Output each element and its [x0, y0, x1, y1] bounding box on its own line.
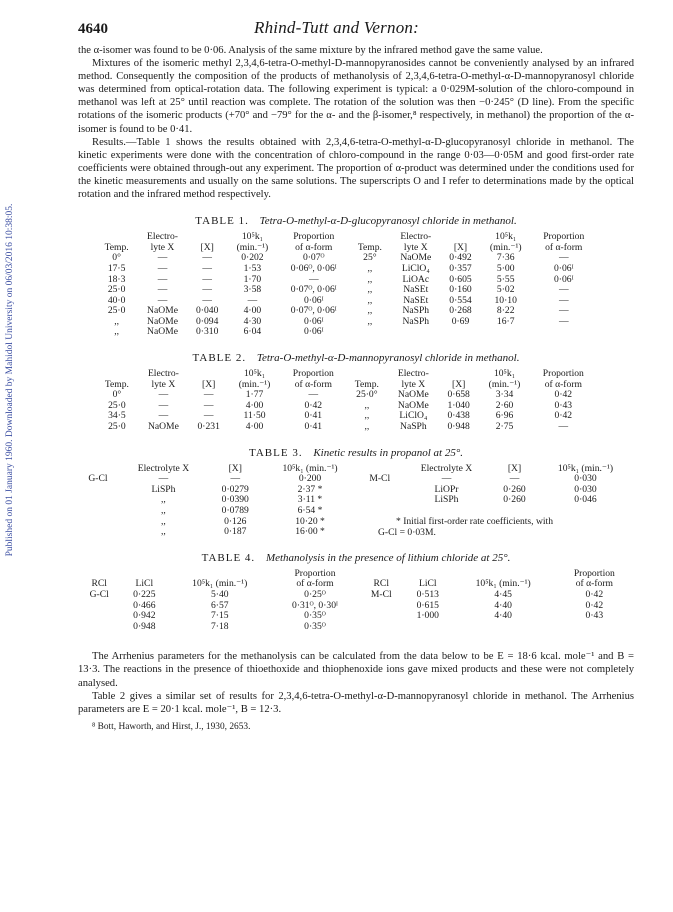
table-cell: 0·35ᴼ	[304, 610, 326, 622]
table-cell: ,,	[364, 421, 370, 433]
spacer	[78, 632, 634, 650]
table-2-head-cell: Temp.	[354, 378, 379, 390]
table-cell: 0·0279	[221, 483, 249, 495]
table-cell: 5·02	[496, 284, 515, 296]
table-4-head-cell: 10⁵k₁ (min.⁻¹)	[475, 578, 531, 590]
table-1-head-cell: 10⁵k₁	[495, 231, 517, 243]
running-title: Rhind-Tutt and Vernon:	[254, 18, 419, 37]
table-cell	[555, 622, 634, 633]
table-cell: 16·00 *	[295, 526, 325, 538]
table-cell: 17·5	[107, 262, 126, 274]
table-row	[78, 601, 634, 612]
table-cell: 0°	[112, 389, 122, 401]
table-3-head-cell: Electrolyte X	[420, 462, 473, 474]
table-cell: 0·0390	[221, 494, 249, 506]
table-1-head-cell: lyte X	[403, 241, 428, 253]
table-cell: 4·40	[494, 610, 512, 622]
table-1-head-cell: of α-form	[295, 241, 333, 253]
table-cell: ,,	[161, 494, 166, 506]
table-1-title: Tetra-O-methyl-α-D-glucopyranosyl chloride in methanol.	[259, 215, 517, 228]
table-cell: LiSPh	[434, 494, 459, 506]
table-cell: G-Cl	[89, 588, 109, 600]
table-cell	[78, 506, 118, 517]
table-cell: 0·06ᴵ	[553, 262, 574, 274]
table-cell: 0·466	[133, 599, 156, 611]
table-cell: 25·0	[107, 305, 126, 317]
table-cell: ,,	[367, 273, 373, 285]
table-row	[78, 622, 634, 633]
table-cell: 2·60	[495, 399, 514, 411]
table-cell: 0·42	[554, 410, 573, 422]
page-header	[78, 18, 634, 44]
table-cell	[358, 495, 400, 506]
table-cell: 7·18	[210, 620, 229, 632]
table-cell: 0·06ᴵ	[303, 315, 324, 327]
table-cell: 0·42	[585, 588, 604, 600]
table-4-head-cell: LiCl	[418, 578, 437, 590]
table-cell: 1·53	[243, 262, 262, 274]
table-cell: 0·948	[447, 421, 470, 433]
table-cell: ,,	[364, 399, 370, 411]
table-cell: —	[247, 294, 258, 306]
table-cell	[78, 485, 118, 496]
table-cell: 0·260	[503, 494, 526, 506]
footnote: ⁸ Bott, Haworth, and Hirst, J., 1930, 2653.	[92, 721, 251, 732]
table-row	[96, 275, 596, 286]
table-cell: 0·41	[304, 421, 323, 433]
table-cell: 1·70	[243, 273, 262, 285]
table-cell: ,,	[367, 262, 373, 274]
table-cell: 2·75	[495, 421, 514, 433]
table-cell: —	[203, 389, 214, 401]
table-cell: 0·268	[449, 305, 472, 317]
table-row	[96, 327, 596, 338]
table-cell	[78, 527, 118, 538]
table-2-head-cell: 10⁵k₁	[243, 368, 266, 380]
table-4-head-cell: RCl	[373, 578, 389, 590]
table-cell: —	[441, 473, 452, 485]
table-3-head-cell: Electrolyte X	[137, 462, 190, 474]
table-cell: 0·187	[224, 526, 247, 538]
table-cell	[359, 622, 404, 633]
table-cell: 0·948	[133, 620, 156, 632]
table-2-head-cell: of α-form	[544, 378, 582, 390]
table-cell: 5·40	[210, 588, 229, 600]
table-cell: 0·31ᴼ, 0·30ᴵ	[292, 599, 338, 611]
table-cell: —	[157, 262, 168, 274]
table-cell: —	[203, 410, 214, 422]
table-1-label: TABLE 1.	[195, 215, 249, 228]
table-3-head-cell: [X]	[228, 462, 242, 474]
table-cell: NaSPh	[402, 315, 430, 327]
table-1-head-cell: Proportion	[293, 231, 335, 243]
table-2-head-cell: Electro-	[147, 368, 179, 380]
table-4-caption	[78, 552, 634, 564]
table-cell: NaSPh	[400, 421, 427, 433]
table-cell: ,,	[161, 505, 166, 516]
table-cell: —	[158, 410, 169, 422]
table-cell: 0·126	[224, 515, 247, 527]
table-1-head-cell: (min.⁻¹)	[236, 241, 269, 253]
table-cell: 0·040	[196, 305, 219, 317]
table-2-head-cell: (min.⁻¹)	[488, 378, 521, 390]
table-cell: ,,	[367, 294, 373, 306]
table-2-head-cell: Temp.	[104, 378, 129, 390]
table-cell: ,,	[367, 315, 373, 327]
table-4-title: Methanolysis in the presence of lithium chloride at 25°.	[265, 551, 511, 564]
table-cell: 1·040	[447, 399, 470, 411]
table-cell: 0·06ᴵ	[303, 294, 324, 306]
table-row	[96, 390, 596, 401]
table-cell	[359, 601, 404, 612]
table-cell: —	[509, 473, 520, 485]
paragraph-results: Results.—Table 1 shows the results obtained with 2,3,4,6-tetra-O-methyl-α-D-glucopyranosyl chloride in methanol. The kinetic experiments were done with the concentration of chloro-compound in the range 0·03—0·05M and good first-order rate coefficients were obtained through-out any experiment. The proportion of α-product was determined under the conditions used for the kinetic measurements and usually on the same solutions. The superscripts O and I refer to determinations made by the optical rotation and the infrared method respectively.	[78, 136, 634, 201]
table-row	[96, 401, 596, 412]
paragraph-table-2: Table 2 gives a similar set of results for 2,3,4,6-tetra-O-methyl-α-D-mannopyranosyl chloride in methanol. The Arrhenius parameters are E = 20·1 kcal. mole⁻¹, B = 12·3.	[78, 690, 634, 715]
table-3-note-line: G-Cl = 0·03M.	[378, 526, 436, 538]
table-cell: —	[308, 273, 319, 285]
table-cell	[441, 327, 480, 338]
table-cell: 0·07ᴼ	[302, 252, 325, 264]
table-cell: —	[202, 284, 212, 296]
table-cell: —	[558, 421, 569, 433]
table-2-head-row	[96, 380, 596, 391]
table-3-head-cell: [X]	[507, 462, 522, 474]
table-2-head-cell: of α-form	[294, 378, 332, 390]
table-cell	[358, 485, 400, 496]
table-4-head-cell: of α-form	[575, 578, 613, 590]
table-row	[78, 590, 634, 601]
table-cell: ,,	[367, 305, 373, 317]
table-cell: 0·094	[196, 315, 219, 327]
table-4-head-cell: RCl	[91, 578, 107, 590]
table-cell: NaSEt	[403, 284, 429, 296]
table-3-caption	[78, 447, 634, 459]
table-cell: —	[202, 294, 212, 306]
table-cell: NaOMe	[397, 389, 429, 401]
table-2-head-cell: [X]	[202, 378, 216, 390]
table-cell: 0·06ᴵ	[303, 326, 324, 338]
table-2-title: Tetra-O-methyl-α-D-mannopyranosyl chloride in methanol.	[256, 352, 520, 365]
table-cell: LiSPh	[151, 483, 176, 495]
download-watermark-text: Published on 01 January 1960. Downloaded by Mahidol University on 06/03/2016 10:38:05.	[5, 203, 15, 557]
table-cell: 0·06ᴵ	[553, 273, 574, 285]
table-2-body	[96, 390, 596, 432]
table-cell: 0·42	[554, 389, 573, 401]
table-cell: 25·0°	[356, 389, 378, 401]
table-cell: 10·10	[494, 294, 517, 306]
table-cell: —	[202, 252, 212, 264]
table-cell: 4·30	[243, 315, 262, 327]
table-1-head-cell: Electro-	[400, 231, 432, 243]
table-cell: ,,	[161, 526, 166, 538]
table-cell	[531, 327, 596, 338]
table-cell: 0·07ᴼ, 0·06ᴵ	[290, 305, 337, 317]
table-cell	[78, 601, 120, 612]
table-cell: —	[158, 389, 169, 401]
table-2-caption	[78, 352, 634, 364]
table-cell: NaOMe	[400, 252, 432, 264]
table-cell: 0·942	[133, 610, 156, 622]
table-1-caption	[78, 215, 634, 227]
table-cell: —	[230, 473, 241, 485]
table-cell: 16·7	[496, 315, 515, 327]
table-1-body	[96, 253, 596, 338]
table-cell: 0·605	[449, 273, 472, 285]
table-cell: 40·0	[107, 294, 126, 306]
table-cell: 4·40	[494, 599, 512, 611]
table-3-title: Kinetic results in propanol at 25°.	[313, 446, 463, 459]
table-cell: ,,	[364, 410, 370, 422]
table-cell: 1·000	[416, 610, 439, 622]
table-1-head-cell: [X]	[200, 241, 214, 253]
table-cell: 0·69	[451, 315, 470, 327]
table-row	[96, 264, 596, 275]
table-cell	[78, 495, 118, 506]
table-1-head-cell: (min.⁻¹)	[489, 241, 522, 253]
table-1-head-cell: of α-form	[545, 241, 583, 253]
table-cell: 4·00	[245, 421, 264, 433]
table-cell: 2·37 *	[297, 483, 323, 495]
table-3-head-cell: 10⁵k₁ (min.⁻¹)	[557, 462, 614, 474]
table-cell: 6·54 *	[297, 505, 323, 516]
table-1-head-row	[96, 243, 596, 254]
table-cell: NaOMe	[147, 315, 178, 327]
table-1-head-cell: lyte X	[150, 241, 175, 253]
table-3-label: TABLE 3.	[249, 446, 303, 459]
table-3-block	[78, 464, 634, 538]
table-3-head-cell: 10⁵k₁ (min.⁻¹)	[282, 462, 338, 474]
table-cell: ,,	[161, 515, 166, 527]
paragraph-mannose-analysis: Mixtures of the isomeric methyl 2,3,4,6-tetra-O-methyl-D-mannopyranosides cannot be conveniently analysed by an infrared method. Consequently the composition of the products of methanolysis of 2,3,4,6-tetra-O-methyl-α-D-mannopyranosyl chloride was determined from optical-rotation data. The following experiment is typical: a 0·029M-solution of the chloro-compound in methanol was left at 25° until reaction was complete. The rotation of the solution was then −0·245° (D line). From the specific rotations of the isomeric products (+70° and −79° for the α- and the β-isomer,⁸ respectively, in methanol) the proportion of the α-isomer is found to be 0·41.	[78, 58, 634, 135]
table-2-head-cell: Electro-	[397, 368, 429, 380]
table-cell: 0·030	[574, 473, 597, 485]
table-2-head-cell: lyte X	[401, 378, 426, 390]
table-2-head-cell: Proportion	[542, 368, 584, 380]
table-cell: 1·77	[245, 389, 264, 401]
table-cell: —	[202, 262, 212, 274]
table-cell: LiClO₄	[401, 262, 430, 274]
table-cell: 5·00	[496, 262, 515, 274]
table-row	[96, 422, 596, 433]
table-cell: 0·25ᴼ	[304, 588, 326, 600]
table-cell	[78, 622, 120, 633]
table-cell: 0·658	[447, 389, 470, 401]
table-4-head-cell: LiCl	[135, 578, 154, 590]
table-cell: 0·615	[416, 599, 439, 611]
table-cell: LiOAc	[402, 273, 430, 285]
table-cell: 25·0	[107, 284, 126, 296]
table-cell: 0·35ᴼ	[304, 620, 326, 632]
table-4-body	[78, 590, 634, 632]
table-cell: 0·046	[574, 494, 597, 506]
table-cell: 5·55	[496, 273, 515, 285]
table-cell	[480, 327, 532, 338]
table-cell: —	[157, 294, 168, 306]
table-cell: G-Cl	[88, 473, 108, 485]
table-cell: 0·513	[416, 588, 439, 600]
table-2-head-cell: (min.⁻¹)	[238, 378, 271, 390]
table-cell: 0·492	[449, 252, 472, 264]
table-1	[96, 232, 596, 338]
table-3-note-line: * Initial first-order rate coefficients, with	[396, 515, 553, 527]
table-cell: 0·357	[449, 262, 472, 274]
table-4-head-cell: Proportion	[294, 567, 336, 579]
table-cell: 4·45	[494, 588, 512, 600]
table-2-head-cell: Proportion	[292, 368, 334, 380]
page-number: 4640	[78, 21, 108, 37]
table-cell	[404, 622, 452, 633]
table-4	[78, 569, 634, 633]
table-cell: 0·43	[585, 610, 604, 622]
table-cell: 34·5	[108, 410, 126, 422]
table-cell: —	[308, 389, 319, 401]
table-cell: 6·96	[495, 410, 514, 422]
table-cell: NaSEt	[403, 294, 429, 306]
table-cell	[78, 517, 118, 528]
table-cell: 10·20 *	[295, 515, 325, 527]
table-cell: 0·42	[585, 599, 604, 611]
table-cell: LiOPr	[434, 483, 459, 495]
table-cell: 4·00	[243, 305, 262, 317]
table-cell: NaOMe	[147, 326, 178, 338]
table-4-head-cell: Proportion	[573, 567, 615, 579]
table-cell: —	[558, 305, 569, 317]
table-1-head-cell: Proportion	[543, 231, 585, 243]
table-1-head-cell: Temp.	[357, 241, 382, 253]
table-cell: 0·06ᴼ, 0·06ᴵ	[290, 262, 337, 274]
table-3-note	[378, 516, 628, 538]
table-cell: 0·0789	[221, 505, 249, 516]
table-cell	[391, 327, 442, 338]
table-cell: 7·15	[210, 610, 229, 622]
table-cell: 0·42	[304, 399, 323, 411]
table-cell: 11·50	[243, 410, 266, 422]
table-1-head-cell: Electro-	[147, 231, 178, 243]
table-cell: —	[157, 273, 168, 285]
table-cell: 6·57	[210, 599, 229, 611]
download-watermark	[2, 120, 18, 640]
table-cell: NaOMe	[147, 421, 179, 433]
table-cell: M-Cl	[369, 473, 391, 485]
table-cell: 0·260	[503, 483, 526, 495]
table-cell: NaOMe	[147, 305, 178, 317]
table-cell: 0°	[112, 252, 121, 264]
table-row	[96, 253, 596, 264]
table-1-head-cell: 10⁵k₁	[241, 231, 263, 243]
table-2	[96, 369, 596, 433]
table-4-head-cell: of α-form	[296, 578, 334, 590]
table-cell: 0·07ᴼ, 0·06ᴵ	[290, 284, 337, 296]
table-cell: 0·554	[449, 294, 472, 306]
table-cell: 25·0	[108, 399, 126, 411]
table-cell: 0·225	[133, 588, 156, 600]
table-1-head-cell: [X]	[453, 241, 468, 253]
table-cell: 0·41	[304, 410, 323, 422]
table-cell: —	[203, 399, 214, 411]
table-cell	[349, 327, 390, 338]
table-cell	[78, 611, 120, 622]
table-cell: 25°	[363, 252, 377, 264]
paragraph-continuation: the α-isomer was found to be 0·06. Analysis of the same mixture by the infrared method gave the same value.	[78, 45, 543, 56]
table-cell: 25·0	[108, 421, 126, 433]
table-cell: 4·00	[245, 399, 264, 411]
table-row	[96, 285, 596, 296]
table-cell: 3·34	[495, 389, 514, 401]
table-2-label: TABLE 2.	[192, 352, 247, 365]
table-4-head-row	[78, 569, 634, 580]
table-cell: —	[158, 473, 169, 485]
table-1-head-cell: Temp.	[104, 241, 129, 253]
table-cell: 0·438	[447, 410, 470, 422]
table-cell: ,,	[114, 315, 120, 327]
table-cell: 0·310	[196, 326, 219, 338]
table-cell: —	[157, 252, 168, 264]
table-cell: LiClO₄	[399, 410, 428, 422]
table-cell: 0·160	[449, 284, 472, 296]
table-cell: —	[157, 284, 168, 296]
table-cell: —	[558, 284, 569, 296]
table-cell: —	[558, 315, 569, 327]
table-cell: NaOMe	[397, 399, 429, 411]
table-cell: —	[158, 399, 169, 411]
table-cell: 6·04	[243, 326, 262, 338]
table-cell: 8·22	[496, 305, 515, 317]
table-2-head-cell: lyte X	[151, 378, 176, 390]
table-cell: ,,	[114, 326, 120, 338]
table-cell: M-Cl	[370, 588, 392, 600]
table-cell: 0·231	[197, 421, 220, 433]
table-cell	[359, 611, 404, 622]
table-row	[78, 611, 634, 622]
table-cell: NaSPh	[402, 305, 430, 317]
table-4-label: TABLE 4.	[201, 551, 256, 564]
table-cell: 0·030	[574, 483, 597, 495]
table-cell: 3·11 *	[297, 494, 323, 506]
table-2-head-cell: [X]	[452, 378, 466, 390]
table-cell	[452, 622, 555, 633]
table-cell: 3·58	[243, 284, 262, 296]
table-cell: 18·3	[107, 273, 126, 285]
table-cell: —	[558, 294, 569, 306]
paragraph-arrhenius: The Arrhenius parameters for the methanolysis can be calculated from the data below to be E = 18·6 kcal. mole⁻¹ and B = 13·3. The reactions in the presence of thioethoxide and thiophenoxide ions gave mixed products and these were not completely analysed.	[78, 651, 634, 689]
table-cell: —	[558, 252, 569, 264]
journal-page	[78, 18, 634, 732]
table-2-head-cell: 10⁵k₁	[493, 368, 516, 380]
table-cell: 0·200	[298, 473, 322, 485]
table-cell: 7·36	[496, 252, 515, 264]
table-cell: 0·202	[241, 252, 264, 264]
table-cell: 0·43	[554, 399, 573, 411]
table-4-head-cell: 10⁵k₁ (min.⁻¹)	[192, 578, 248, 590]
table-4-head-row	[78, 579, 634, 590]
table-cell: —	[202, 273, 212, 285]
table-cell: ,,	[367, 284, 373, 296]
